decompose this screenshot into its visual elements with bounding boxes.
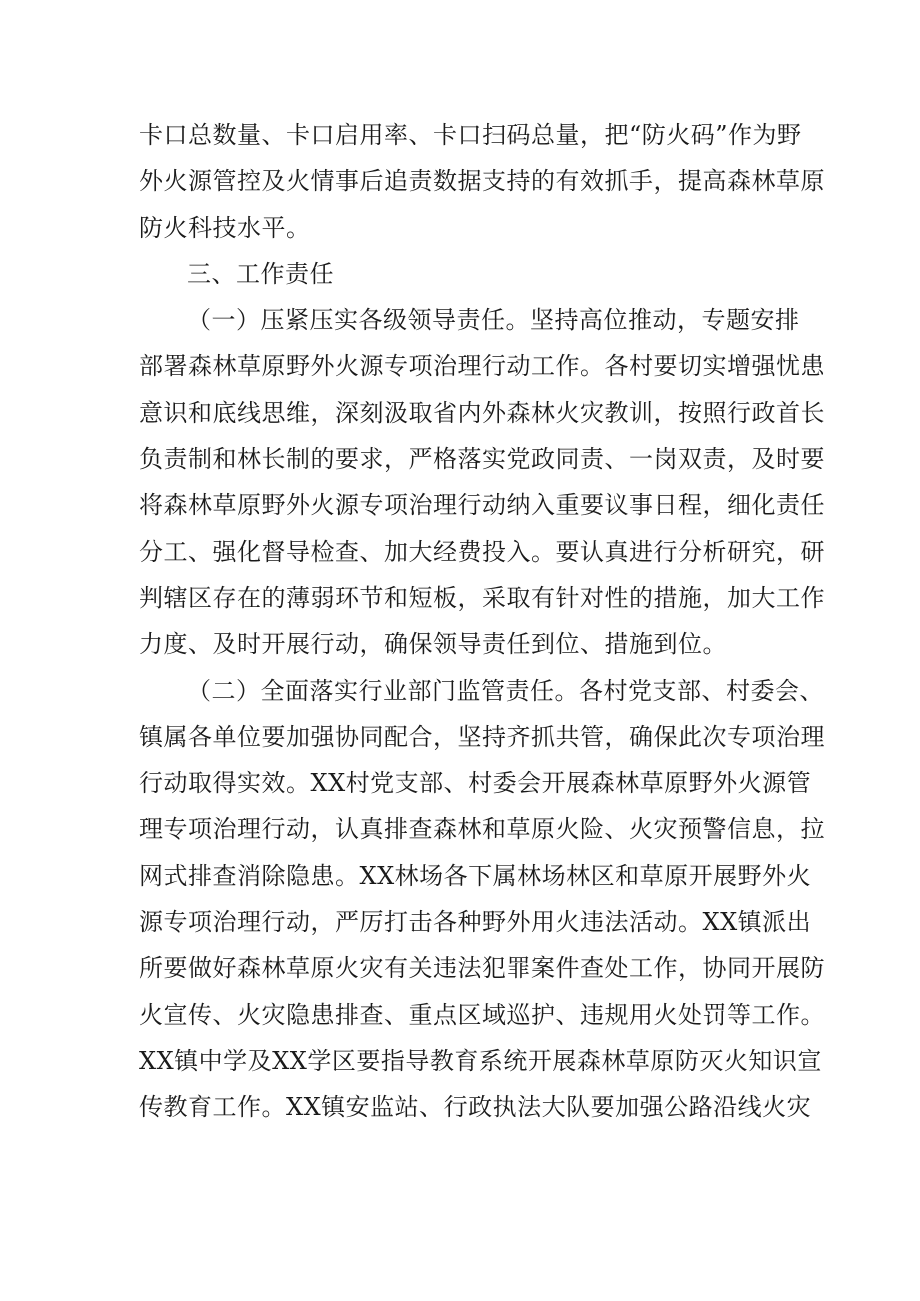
text-line: 传教育工作。XX镇安监站、行政执法大队要加强公路沿线火灾 xyxy=(139,1093,812,1122)
text-line: 负责制和林长制的要求，严格落实党政同责、一岗双责，及时要 xyxy=(139,445,825,474)
text-line: 网式排查消除隐患。XX林场各下属林场林区和草原开展野外火 xyxy=(139,861,812,890)
text-line: （二）全面落实行业部门监管责任。各村党支部、村委会、 xyxy=(187,676,824,705)
document-body xyxy=(139,112,825,1131)
text-line: 所要做好森林草原火灾有关违法犯罪案件查处工作，协同开展防 xyxy=(139,954,825,983)
text-line: 判辖区存在的薄弱环节和短板，采取有针对性的措施，加大工作 xyxy=(139,583,825,612)
text-line: 理专项治理行动，认真排查森林和草原火险、火灾预警信息，拉 xyxy=(139,815,825,844)
text-line: XX镇中学及XX学区要指导教育系统开展森林草原防灭火知识宣 xyxy=(139,1046,822,1075)
text-line: 力度、及时开展行动，确保领导责任到位、措施到位。 xyxy=(139,630,727,659)
text-line: 镇属各单位要加强协同配合，坚持齐抓共管，确保此次专项治理 xyxy=(139,722,825,751)
text-line: 火宣传、火灾隐患排查、重点区域巡护、违规用火处罚等工作。 xyxy=(139,1000,825,1029)
text-line: （一）压紧压实各级领导责任。坚持高位推动，专题安排 xyxy=(187,306,800,335)
paragraph-department-responsibility xyxy=(139,668,825,1131)
paragraph-leadership-responsibility xyxy=(139,297,825,667)
text-line: 行动取得实效。XX村党支部、村委会开展森林草原野外火源管 xyxy=(139,769,812,798)
text-line: 意识和底线思维，深刻汲取省内外森林火灾教训，按照行政首长 xyxy=(139,398,825,427)
text-line: 防火科技水平。 xyxy=(139,213,311,242)
heading-text: 三、工作责任 xyxy=(187,259,334,288)
text-line: 分工、强化督导检查、加大经费投入。要认真进行分析研究，研 xyxy=(139,537,825,566)
text-line: 外火源管控及火情事后追责数据支持的有效抓手，提高森林草原 xyxy=(139,167,825,196)
text-line: 部署森林草原野外火源专项治理行动工作。各村要切实增强忧患 xyxy=(139,352,825,381)
paragraph-continuation xyxy=(139,112,825,251)
text-line: 卡口总数量、卡口启用率、卡口扫码总量，把“防火码”作为野 xyxy=(139,121,802,149)
text-line: 将森林草原野外火源专项治理行动纳入重要议事日程，细化责任 xyxy=(139,491,825,520)
section-heading xyxy=(139,251,784,297)
text-line: 源专项治理行动，严厉打击各种野外用火违法活动。XX镇派出 xyxy=(139,908,812,937)
